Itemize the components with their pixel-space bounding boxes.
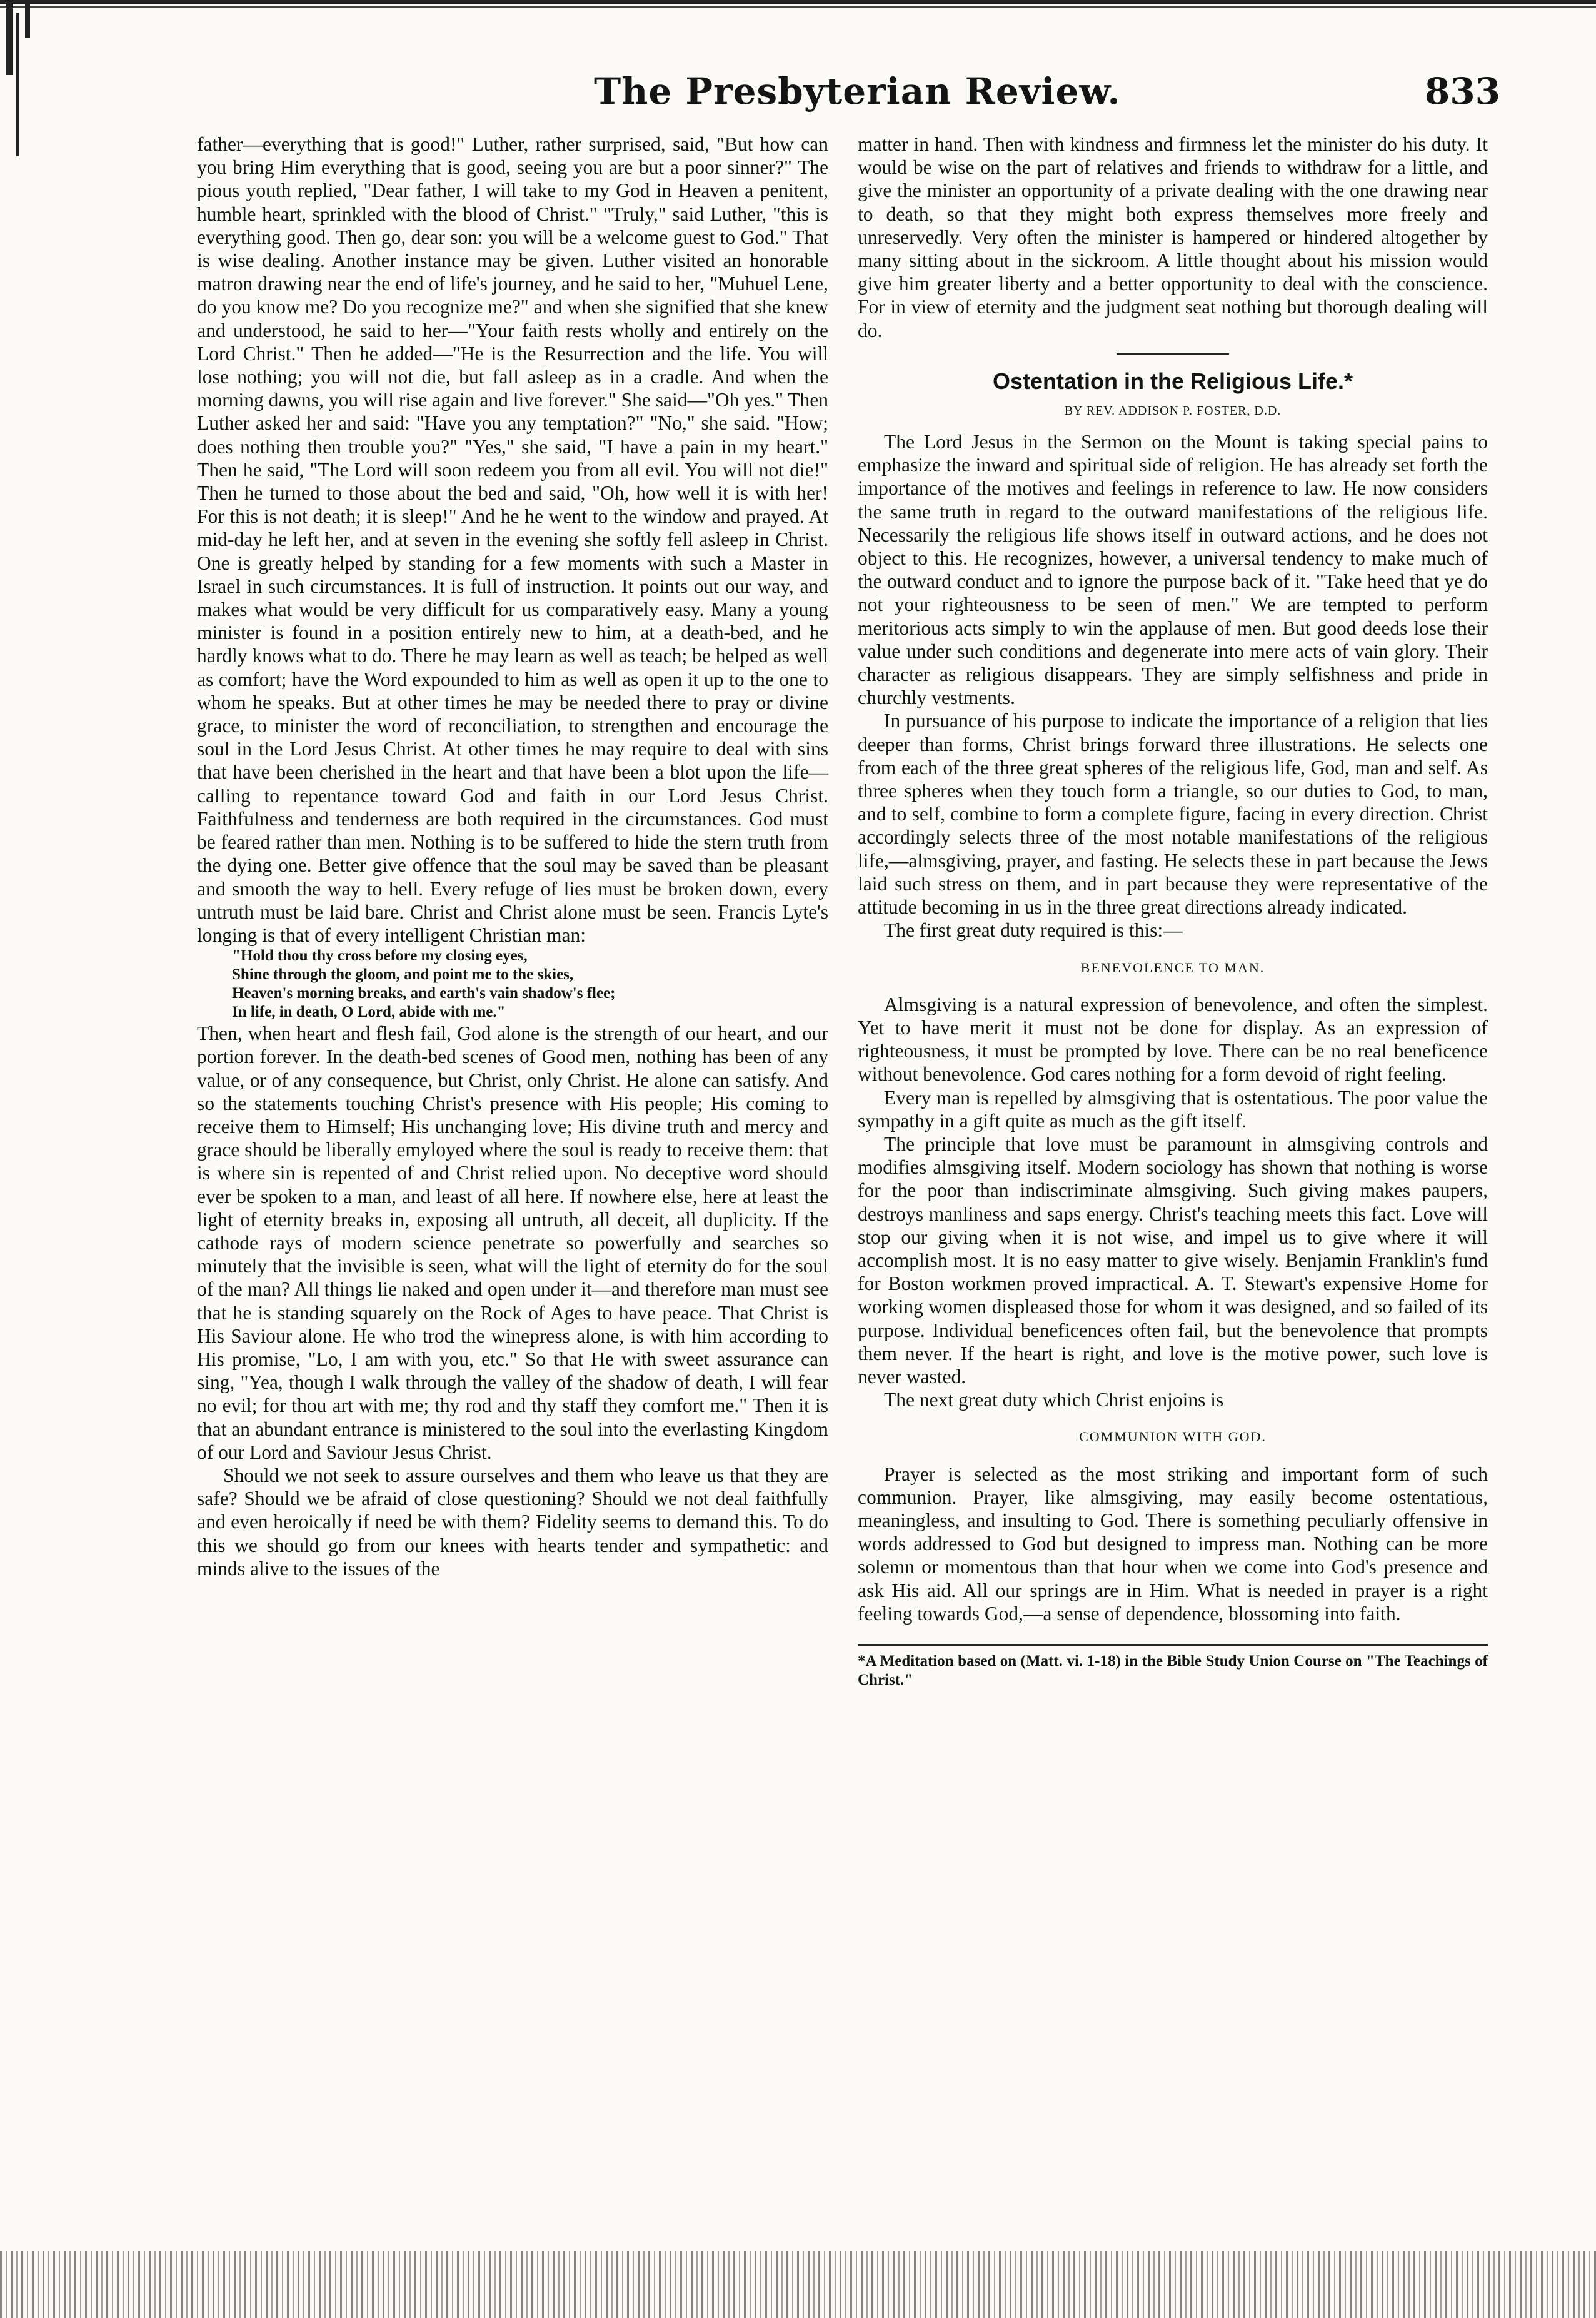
journal-title: The Presbyterian Review. [594,70,1121,113]
poem-line: In life, in death, O Lord, abide with me." [232,1004,506,1021]
paragraph: The principle that love must be paramount in almsgiving controls and modifies almsgiving itself. Modern sociology has shown that nothing is worse for the poor than indiscriminate almsgiving. Such giving makes paupers, destroys manliness and saps energy. Christ's teaching meets this fact. Love will stop our giving when it is not wise, and impel us to give where it will accomplish most. It is no easy matter to give wisely. Benjamin Franklin's fund for Boston workmen proved impractical. A. T. Stewart's expensive Home for working women displeased those for whom it was designed, and so failed of its purpose. Individual beneficences often fail, but the benevolence that prompts them never. If the heart is right, and love is the motive power, such love is never wasted. [858,1132,1488,1388]
paragraph: matter in hand. Then with kindness and firmness let the minister do his duty. It would be wise on the part of relatives and friends to withdraw for a little, and give the minister an opportunity of a private dealing with the one drawing near to death, so that they might both express themselves more freely and unreservedly. Very often the minister is hampered or hindered altogether by many sitting about in the sickroom. A little thought about his mission would give him greater liberty and a better opportunity to deal with the conscience. For in view of eternity and the judgment seat nothing but thorough dealing will do. [858,133,1488,341]
paragraph: Then, when heart and flesh fail, God alone is the strength of our heart, and our portion forever. In the death-bed scenes of Good men, nothing has been of any value, or of any consequence, but Christ, only Christ. He alone can satisfy. And so the statements touching Christ's presence with His people; His coming to receive them to Himself; His unchanging love; His divine truth and mercy and grace should be liberally emyloyed where the soul is ready to receive them: that is where sin is repented of and Christ relied upon. No deceptive word should ever be spoken to a man, and least of all here. If nowhere else, here at least the light of eternity breaks in, exposing all untruth, all deceit, all duplicity. If the cathode rays of modern science penetrate so powerfully and searches so minutely that the invisible is seen, what will the light of eternity do for the soul of the man? All things lie naked and open under it—and therefore man must see that he is standing squarely on the Rock of Ages to have peace. That Christ is His Saviour alone. He who trod the winepress alone, is with him according to His promise, "Lo, I am with you, etc." So that He with sweet assurance can sing, "Yea, though I walk through the valley of the shadow of death, I will fear no evil; for thou art with me; thy rod and thy staff they comfort me." Then it is that an abundant entrance is ministered to the soul into the everlasting Kingdom of our Lord and Saviour Jesus Christ. [197,1022,828,1463]
left-column [197,133,828,1580]
paragraph: The next great duty which Christ enjoins is [884,1389,1224,1411]
right-column [858,133,1488,1690]
paragraph: Every man is repelled by almsgiving that is ostentatious. The poor value the sympathy in a gift quite as much as the gift itself. [858,1086,1488,1132]
paragraph: The Lord Jesus in the Sermon on the Mount is taking special pains to emphasize the inward and spiritual side of religion. He has already set forth the importance of the motives and feelings in reference to law. He now considers the same truth in regard to the outward manifestations of the religious life. Necessarily the religious life shows itself in outward actions, and he does not object to this. He recognizes, however, a universal tendency to make much of the outward conduct and to ignore the purpose back of it. "Take heed that ye do not your righteousness to be seen of men." We are tempted to perform meritorious acts simply to win the applause of men. But good deeds lose their value under such conditions and degenerate into mere acts of vain glory. Their character as religious disappears. They are simply selfishness and pride in churchly vestments. [858,431,1488,709]
poem-line: Heaven's morning breaks, and earth's vain shadow's flee; [232,985,616,1002]
footnote-rule [858,1644,1488,1646]
footnote: *A Meditation based on (Matt. vi. 1-18) in the Bible Study Union Course on "The Teachings of Christ." [858,1652,1488,1688]
paragraph: Prayer is selected as the most striking and important form of such communion. Prayer, like almsgiving, may easily become ostentatious, meaningless, and insulting to God. There is something peculiarly offensive in words addressed to God but designed to impress man. Nothing can be more solemn or momentous than that hour when we come into God's presence and ask His aid. All our springs are in Him. What is needed in prayer is a right feeling towards God,—a sense of dependence, blossoming into faith. [858,1463,1488,1625]
article-title: Ostentation in the Religious Life.* [992,368,1353,394]
bottom-edge-noise [0,2251,1596,2318]
paragraph: In pursuance of his purpose to indicate the importance of a religion that lies deeper than forms, Christ brings forward three illustrations. He selects one from each of the three great spheres of the religious life, God, man and self. As three spheres when they touch form a triangle, so our duties to God, to man, and to self, combine to form a complete figure, facing in every direction. Christ accordingly selects three of the most notable manifestations of the religious life,—almsgiving, prayer, and fasting. He selects these in part because the Jews laid such stress on them, and in part because they were representative of the attitude becoming in us in the three great directions already indicated. [858,710,1488,919]
running-head [188,70,1500,126]
poem-line: Shine through the gloom, and point me to the skies, [232,966,574,984]
paragraph: Almsgiving is a natural expression of benevolence, and often the simplest. Yet to have merit it must not be done for display. As an expression of righteousness, it must be prompted by love. There can be no real beneficence without benevolence. God cares nothing for a form devoid of right feeling. [858,993,1488,1086]
paragraph: The first great duty required is this:— [884,919,1183,942]
paragraph: Should we not seek to assure ourselves and them who leave us that they are safe? Should we be afraid of close questioning? Should we not deal faithfully and even heroically if need be with them? Fidelity seems to demand this. To do this we should go from our knees with hearts tender and sympathetic: and minds alive to the issues of the [197,1464,828,1580]
section-heading: COMMUNION WITH GOD. [1079,1429,1267,1445]
article-separator-rule [1117,353,1229,355]
poem-quote [232,947,828,1022]
page-number: 833 [1424,70,1500,113]
section-heading: BENEVOLENCE TO MAN. [1080,959,1265,975]
poem-line: "Hold thou thy cross before my closing eyes, [232,947,528,965]
left-edge-marks [0,0,39,163]
top-border-rule [0,0,1596,11]
paragraph: father—everything that is good!" Luther, rather surprised, said, "But how can you bring Him everything that is good, seeing you are but a poor sinner?" The pious youth replied, "Dear father, I will take to my God in Heaven a penitent, humble heart, sprinkled with the blood of Christ." "Truly," said Luther, "this is everything good. Then go, dear son: you will be a welcome guest to God." That is wise dealing. Another instance may be given. Luther visited an honorable matron drawing near the end of life's journey, and he said to her, "Muhuel Lene, do you know me? Do you recognize me?" and when she signified that she knew and understood, he said to her—"Your faith rests wholly and entirely on the Lord Christ." Then he added—"He is the Resurrection and the life. You will lose nothing; you will not die, but fall asleep as in a cradle. And when the morning dawns, you will rise again and live forever." She said—"Oh yes." Then Luther asked her and said: "Have you any temptation?" "No," she said. "How; does nothing then trouble you?" "Yes," she said, "I have a pain in my heart." Then he said, "The Lord will soon redeem you from all evil. You will not die!" Then he turned to those about the bed and said, "Oh, how well it is with her! For this is not death; it is sleep!" And he he went to the window and prayed. At mid-day he left her, and at seven in the evening she softly fell asleep in Christ. One is greatly helped by standing for a few moments with such a Master in Israel in such circumstances. It is full of instruction. It points out our way, and makes what would be very difficult for us comparatively easy. Many a young minister is found in a position entirely new to him, at a death-bed, and he hardly knows what to do. There he may learn as well as teach; be helped as well as comfort; have the Word expounded to him as well as open it up to the one to whom he speaks. But at other times he may be needed there to pray or divine grace, to minister the word of reconciliation, to strengthen and encourage the soul in the Lord Jesus Christ. At other times he may require to deal with sins that have been cherished in the heart and that have been a blot upon the life—calling to repentance toward God and faith in our Lord Jesus Christ. Faithfulness and tenderness are both required in the circumstances. God must be feared rather than men. Nothing is to be suffered to hide the stern truth from the dying one. Better give offence that the soul may be saved than be pleasant and smooth the way to hell. Every refuge of lies must be broken down, every untruth must be laid bare. Christ and Christ alone must be seen. Francis Lyte's longing is that of every intelligent Christian man: [197,133,828,946]
article-byline: BY REV. ADDISON P. FOSTER, D.D. [1064,403,1282,418]
